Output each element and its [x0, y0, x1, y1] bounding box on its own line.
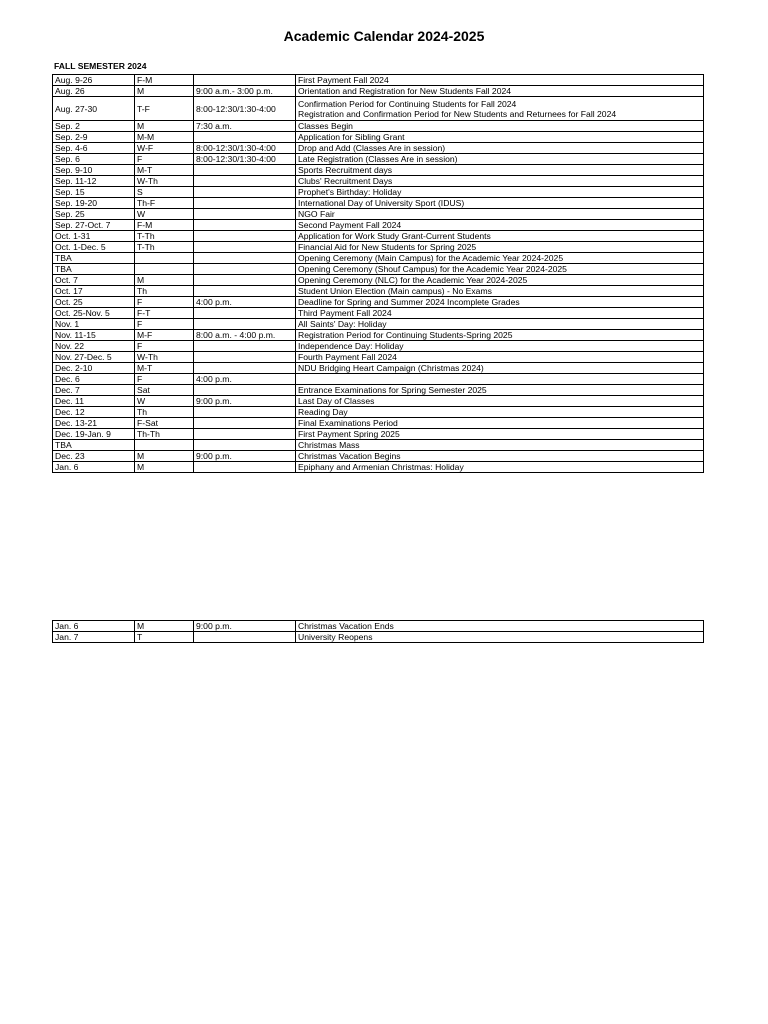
- time-cell: [194, 352, 296, 363]
- table-row: [53, 462, 704, 473]
- time-cell: [194, 429, 296, 440]
- table-row: [53, 187, 704, 198]
- table-row: [53, 121, 704, 132]
- day-cell: M: [135, 451, 194, 462]
- time-cell: [194, 187, 296, 198]
- date-cell: Oct. 7: [53, 275, 135, 286]
- date-cell: TBA: [53, 264, 135, 275]
- table-row: [53, 341, 704, 352]
- description-line: NDU Bridging Heart Campaign (Christmas 2024): [298, 363, 484, 373]
- table-row: [53, 330, 704, 341]
- description-cell: [296, 209, 704, 220]
- description-cell: [296, 319, 704, 330]
- table-row: [53, 231, 704, 242]
- time-cell: [194, 308, 296, 319]
- table-row: [53, 308, 704, 319]
- description-line: Christmas Mass: [298, 440, 360, 450]
- january-table: [52, 620, 704, 643]
- description-cell: [296, 264, 704, 275]
- table-row: [53, 154, 704, 165]
- date-cell: Aug. 26: [53, 86, 135, 97]
- description-line: Opening Ceremony (Shouf Campus) for the Academic Year 2024-2025: [298, 264, 567, 274]
- day-cell: M: [135, 121, 194, 132]
- description-cell: [296, 621, 704, 632]
- date-cell: Sep. 2: [53, 121, 135, 132]
- date-cell: Dec. 12: [53, 407, 135, 418]
- description-line: Sports Recruitment days: [298, 165, 393, 175]
- description-cell: [296, 451, 704, 462]
- day-cell: T-Th: [135, 231, 194, 242]
- table-row: [53, 165, 704, 176]
- day-cell: S: [135, 187, 194, 198]
- day-cell: W: [135, 209, 194, 220]
- day-cell: W: [135, 396, 194, 407]
- day-cell: F: [135, 374, 194, 385]
- date-cell: Oct. 1-31: [53, 231, 135, 242]
- description-line: Christmas Vacation Begins: [298, 451, 401, 461]
- description-line: Registration Period for Continuing Students-Spring 2025: [298, 330, 513, 340]
- description-cell: [296, 418, 704, 429]
- description-line: Opening Ceremony (Main Campus) for the Academic Year 2024-2025: [298, 253, 564, 263]
- time-cell: 7:30 a.m.: [194, 121, 296, 132]
- fall-semester-table: [52, 74, 704, 473]
- table-row: [53, 86, 704, 97]
- day-cell: F: [135, 319, 194, 330]
- description-line: Entrance Examinations for Spring Semester 2025: [298, 385, 487, 395]
- day-cell: Th: [135, 407, 194, 418]
- table-row: [53, 451, 704, 462]
- day-cell: M: [135, 275, 194, 286]
- time-cell: [194, 341, 296, 352]
- description-cell: [296, 143, 704, 154]
- time-cell: [194, 275, 296, 286]
- date-cell: Sep. 2-9: [53, 132, 135, 143]
- description-line: Epiphany and Armenian Christmas: Holiday: [298, 462, 464, 472]
- time-cell: 9:00 p.m.: [194, 396, 296, 407]
- table-row: [53, 264, 704, 275]
- date-cell: Sep. 11-12: [53, 176, 135, 187]
- table-row: [53, 385, 704, 396]
- time-cell: [194, 632, 296, 643]
- date-cell: Sep. 25: [53, 209, 135, 220]
- day-cell: W-Th: [135, 176, 194, 187]
- time-cell: 8:00-12:30/1:30-4:00: [194, 97, 296, 121]
- description-cell: [296, 132, 704, 143]
- time-cell: [194, 385, 296, 396]
- day-cell: T-F: [135, 97, 194, 121]
- page-title: Academic Calendar 2024-2025: [283, 28, 485, 44]
- description-cell: [296, 275, 704, 286]
- table-row: [53, 396, 704, 407]
- table-row: [53, 198, 704, 209]
- day-cell: F: [135, 297, 194, 308]
- table-row: [53, 621, 704, 632]
- table-row: [53, 407, 704, 418]
- date-cell: Sep. 9-10: [53, 165, 135, 176]
- description-cell: [296, 297, 704, 308]
- time-cell: [194, 198, 296, 209]
- table-row: [53, 242, 704, 253]
- description-cell: [296, 165, 704, 176]
- description-line: Christmas Vacation Ends: [298, 621, 394, 631]
- time-cell: [194, 231, 296, 242]
- time-cell: [194, 440, 296, 451]
- table-row: [53, 176, 704, 187]
- description-cell: [296, 286, 704, 297]
- time-cell: [194, 165, 296, 176]
- table-row: [53, 440, 704, 451]
- description-line: Financial Aid for New Students for Spring 2025: [298, 242, 477, 252]
- day-cell: T-Th: [135, 242, 194, 253]
- time-cell: 4:00 p.m.: [194, 374, 296, 385]
- date-cell: Jan. 6: [53, 462, 135, 473]
- description-line: Clubs' Recruitment Days: [298, 176, 393, 186]
- date-cell: TBA: [53, 440, 135, 451]
- day-cell: M: [135, 86, 194, 97]
- date-cell: TBA: [53, 253, 135, 264]
- description-line: Late Registration (Classes Are in session): [298, 154, 458, 164]
- time-cell: 8:00-12:30/1:30-4:00: [194, 143, 296, 154]
- description-cell: [296, 363, 704, 374]
- table-row: [53, 352, 704, 363]
- description-line: Orientation and Registration for New Students Fall 2024: [298, 86, 512, 96]
- day-cell: F-T: [135, 308, 194, 319]
- day-cell: M-T: [135, 165, 194, 176]
- day-cell: [135, 440, 194, 451]
- day-cell: M: [135, 621, 194, 632]
- time-cell: [194, 220, 296, 231]
- day-cell: F: [135, 154, 194, 165]
- description-line: Deadline for Spring and Summer 2024 Incomplete Grades: [298, 297, 520, 307]
- day-cell: T: [135, 632, 194, 643]
- description-line: Opening Ceremony (NLC) for the Academic Year 2024-2025: [298, 275, 528, 285]
- description-line: NGO Fair: [298, 209, 335, 219]
- description-cell: [296, 86, 704, 97]
- time-cell: 8:00-12:30/1:30-4:00: [194, 154, 296, 165]
- date-cell: Nov. 1: [53, 319, 135, 330]
- day-cell: [135, 253, 194, 264]
- time-cell: [194, 253, 296, 264]
- date-cell: Oct. 1-Dec. 5: [53, 242, 135, 253]
- date-cell: Nov. 27-Dec. 5: [53, 352, 135, 363]
- date-cell: Aug. 27-30: [53, 97, 135, 121]
- day-cell: F-Sat: [135, 418, 194, 429]
- date-cell: Sep. 27-Oct. 7: [53, 220, 135, 231]
- table-row: [53, 97, 704, 121]
- date-cell: Dec. 7: [53, 385, 135, 396]
- table-row: [53, 220, 704, 231]
- day-cell: F: [135, 341, 194, 352]
- table-row: [53, 418, 704, 429]
- description-cell: [296, 374, 704, 385]
- date-cell: Dec. 13-21: [53, 418, 135, 429]
- description-line: Student Union Election (Main campus) - No Exams: [298, 286, 492, 296]
- description-cell: [296, 97, 704, 121]
- date-cell: Dec. 19-Jan. 9: [53, 429, 135, 440]
- day-cell: W-Th: [135, 352, 194, 363]
- table-row: [53, 132, 704, 143]
- description-line: International Day of University Sport (IDUS): [298, 198, 465, 208]
- table-row: [53, 143, 704, 154]
- description-cell: [296, 121, 704, 132]
- table-row: [53, 209, 704, 220]
- date-cell: Oct. 17: [53, 286, 135, 297]
- description-cell: [296, 154, 704, 165]
- day-cell: M-T: [135, 363, 194, 374]
- table-row: [53, 363, 704, 374]
- description-cell: [296, 429, 704, 440]
- day-cell: M: [135, 462, 194, 473]
- description-cell: [296, 231, 704, 242]
- time-cell: [194, 418, 296, 429]
- time-cell: [194, 286, 296, 297]
- day-cell: F-M: [135, 220, 194, 231]
- time-cell: [194, 264, 296, 275]
- description-cell: [296, 176, 704, 187]
- table-row: [53, 374, 704, 385]
- day-cell: Sat: [135, 385, 194, 396]
- time-cell: 9:00 p.m.: [194, 451, 296, 462]
- description-line: Application for Work Study Grant-Current Students: [298, 231, 491, 241]
- date-cell: Oct. 25: [53, 297, 135, 308]
- table-row: [53, 253, 704, 264]
- description-cell: [296, 75, 704, 86]
- day-cell: [135, 264, 194, 275]
- description-cell: [296, 341, 704, 352]
- description-cell: [296, 198, 704, 209]
- date-cell: Sep. 6: [53, 154, 135, 165]
- time-cell: [194, 209, 296, 220]
- description-cell: [296, 396, 704, 407]
- description-line: Independence Day: Holiday: [298, 341, 404, 351]
- description-cell: [296, 253, 704, 264]
- description-line: Second Payment Fall 2024: [298, 220, 402, 230]
- date-cell: Dec. 11: [53, 396, 135, 407]
- date-cell: Oct. 25-Nov. 5: [53, 308, 135, 319]
- description-cell: [296, 187, 704, 198]
- description-line: Last Day of Classes: [298, 396, 375, 406]
- description-cell: [296, 407, 704, 418]
- description-line: Reading Day: [298, 407, 348, 417]
- description-cell: [296, 352, 704, 363]
- description-line: Prophet's Birthday: Holiday: [298, 187, 402, 197]
- description-cell: [296, 440, 704, 451]
- day-cell: Th: [135, 286, 194, 297]
- description-line: First Payment Spring 2025: [298, 429, 400, 439]
- description-line: Classes Begin: [298, 121, 353, 131]
- time-cell: [194, 407, 296, 418]
- time-cell: [194, 462, 296, 473]
- date-cell: Aug. 9-26: [53, 75, 135, 86]
- table-row: [53, 429, 704, 440]
- description-line: First Payment Fall 2024: [298, 75, 389, 85]
- time-cell: [194, 242, 296, 253]
- date-cell: Nov. 22: [53, 341, 135, 352]
- date-cell: Jan. 7: [53, 632, 135, 643]
- date-cell: Nov. 11-15: [53, 330, 135, 341]
- time-cell: 9:00 a.m.- 3:00 p.m.: [194, 86, 296, 97]
- time-cell: 4:00 p.m.: [194, 297, 296, 308]
- date-cell: Dec. 23: [53, 451, 135, 462]
- description-line: All Saints' Day: Holiday: [298, 319, 387, 329]
- table-row: [53, 75, 704, 86]
- date-cell: Dec. 2-10: [53, 363, 135, 374]
- date-cell: Sep. 4-6: [53, 143, 135, 154]
- description-cell: [296, 385, 704, 396]
- day-cell: F-M: [135, 75, 194, 86]
- description-line: Application for Sibling Grant: [298, 132, 405, 142]
- time-cell: [194, 319, 296, 330]
- day-cell: Th-Th: [135, 429, 194, 440]
- time-cell: [194, 75, 296, 86]
- date-cell: Jan. 6: [53, 621, 135, 632]
- semester-heading: FALL SEMESTER 2024: [54, 61, 147, 71]
- date-cell: Sep. 15: [53, 187, 135, 198]
- description-cell: [296, 462, 704, 473]
- table-row: [53, 286, 704, 297]
- description-line: Drop and Add (Classes Are in session): [298, 143, 446, 153]
- time-cell: [194, 363, 296, 374]
- description-line: Fourth Payment Fall 2024: [298, 352, 397, 362]
- description-line: University Reopens: [298, 632, 373, 642]
- description-line: Third Payment Fall 2024: [298, 308, 392, 318]
- description-line: Confirmation Period for Continuing Students for Fall 2024: [298, 98, 517, 109]
- time-cell: 9:00 p.m.: [194, 621, 296, 632]
- description-line: Final Examinations Period: [298, 418, 398, 428]
- time-cell: [194, 176, 296, 187]
- table-row: [53, 319, 704, 330]
- description-cell: [296, 220, 704, 231]
- day-cell: M-F: [135, 330, 194, 341]
- description-cell: [296, 330, 704, 341]
- table-row: [53, 297, 704, 308]
- day-cell: M-M: [135, 132, 194, 143]
- date-cell: Dec. 6: [53, 374, 135, 385]
- description-cell: [296, 242, 704, 253]
- time-cell: [194, 132, 296, 143]
- date-cell: Sep. 19-20: [53, 198, 135, 209]
- description-cell: [296, 308, 704, 319]
- table-row: [53, 275, 704, 286]
- description-cell: [296, 632, 704, 643]
- day-cell: W-F: [135, 143, 194, 154]
- description-line: Registration and Confirmation Period for New Students and Returnees for Fall 2024: [298, 108, 617, 119]
- time-cell: 8:00 a.m. - 4:00 p.m.: [194, 330, 296, 341]
- day-cell: Th-F: [135, 198, 194, 209]
- table-row: [53, 632, 704, 643]
